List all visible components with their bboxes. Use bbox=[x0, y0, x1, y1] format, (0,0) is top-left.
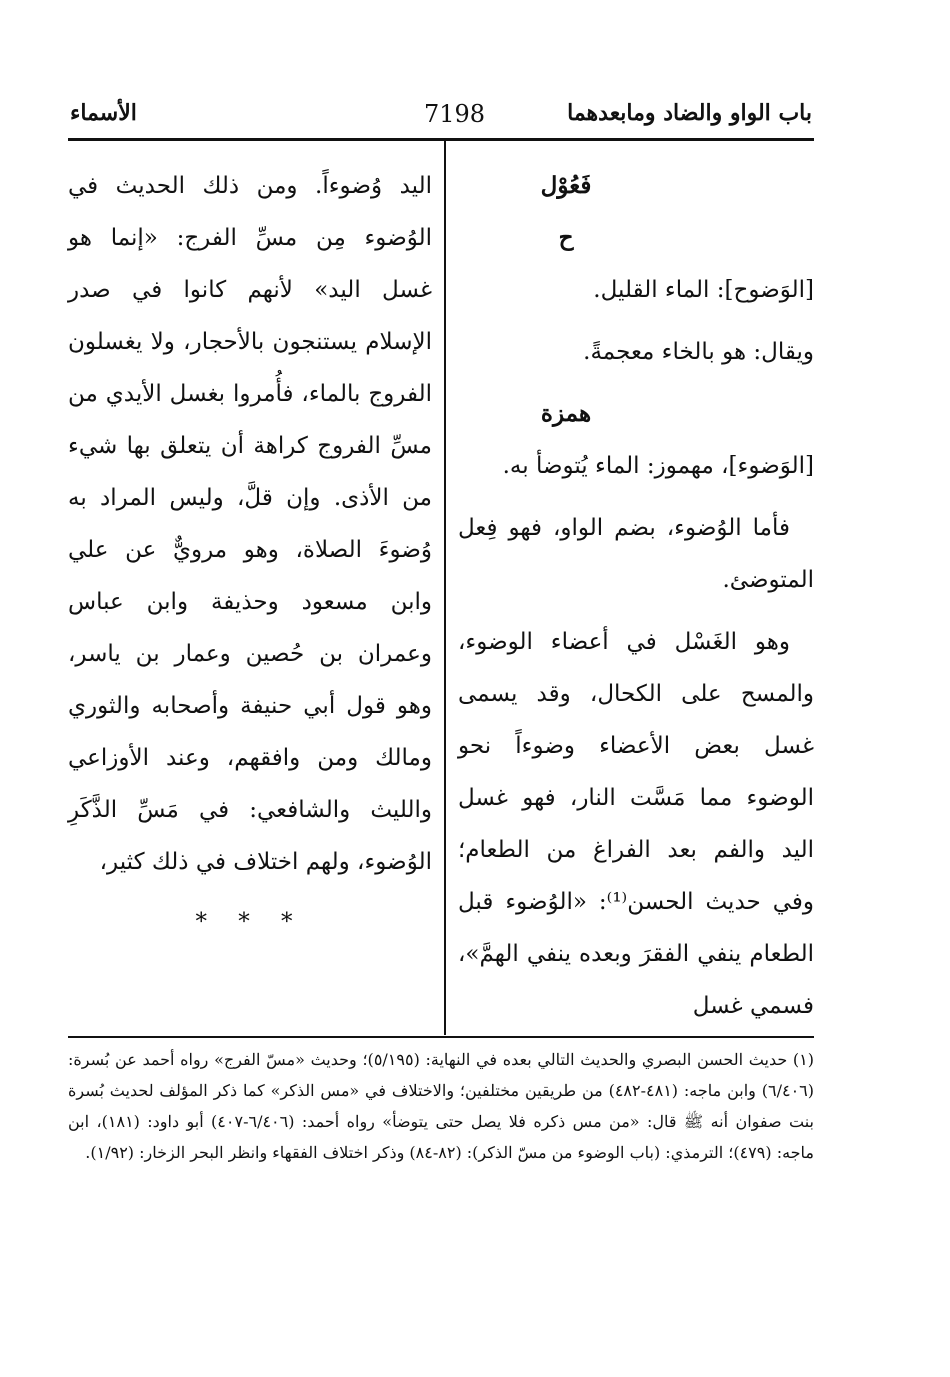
page-header bbox=[70, 96, 812, 136]
left-column bbox=[68, 160, 432, 948]
pattern-heading: فَعُوْل bbox=[540, 172, 592, 199]
paragraph-continuation: اليد وُضوءاً. ومن ذلك الحديث في الوُضوء مِن مسِّ الفرج: «إنما هو غسل اليد» لأنهم كانوا في صدر الإسلام يستنجون بالأحجار، ولا يغسلون الفروج بالماء، فأُمروا بغسل الأيدي من مسِّ الفروج كراهة أن يتعلق بها شيء من الأذى. وإن قلَّ، وليس المراد به وُضوءَ الصلاة، وهو مرويٌّ عن علي وابن مسعود وحذيفة وابن عباس وعمران بن حُصين وعمار بن ياسر، وهو قول أبي حنيفة وأصحابه والثوري ومالك ومن وافقهم، وعند الأوزاعي والليث والشافعي: في مَسِّ الذَّكَرِ الوُضوء، ولهم اختلاف في ذلك كثير، bbox=[68, 173, 432, 875]
column-divider bbox=[444, 140, 446, 1035]
paragraph-wudoo: فأما الوُضوء، بضم الواو، فهو فِعل المتوضئ. bbox=[458, 515, 814, 593]
chapter-title: باب الواو والضاد ومابعدهما bbox=[567, 100, 812, 126]
page-number: 7198 bbox=[424, 100, 486, 128]
header-rule bbox=[68, 138, 814, 141]
letter-heading: ح bbox=[558, 224, 574, 251]
footnote-text: (١) حديث الحسن البصري والحديث التالي بعده في النهاية: (٥/١٩٥)؛ وحديث «مسّ الفرج» رواه أحمد عن بُسرة: (٦/٤٠٦) وابن ماجه: (٤٨١-٤٨٢) من طريقين مختلفين؛ والاختلاف في «مس الذكر» كما ذكر المؤلف لحديث بُسرة بنت صفوان أنه ﷺ قال: «من مس ذكره فلا يصل حتى يتوضأ» رواه أحمد: (٦/٤٠٦-٤٠٧) أبو داود: (١٨١)، ابن ماجه: (٤٧٩)؛ الترمذي: (باب الوضوء من مسّ الذكر): (٨٢-٨٤) وذكر اختلاف الفقهاء وانظر البحر الزخار: (١/٩٢). bbox=[68, 1050, 815, 1162]
entry-wadooh-note: ويقال: هو بالخاء معجمةً. bbox=[583, 339, 814, 365]
entry-wadooh: [الوَضوح]: الماء القليل. bbox=[593, 277, 814, 303]
right-column bbox=[458, 160, 814, 1032]
footnote-rule bbox=[68, 1036, 814, 1038]
section-title: الأسماء bbox=[70, 100, 137, 126]
section-heading-hamza: همزة bbox=[540, 400, 592, 427]
paragraph-ghasl: وهو الغَسْل في أعضاء الوضوء، والمسح على الكحال، وقد يسمى غسل بعض الأعضاء وضوءاً نحو الوضوء مما مَسَّت النار، فهو غسل اليد والفم بعد الفراغ من الطعام؛ وفي حديث الحسن⁽¹⁾: «الوُضوء قبل الطعام ينفي الفقرَ وبعده ينفي الهمَّ»، فسمي غسل bbox=[458, 629, 814, 1019]
section-end-stars: * * * bbox=[195, 909, 305, 935]
entry-wadoo: [الوَضوء]، مهموز: الماء يُتوضأ به. bbox=[502, 453, 814, 479]
footnote bbox=[68, 1044, 814, 1168]
